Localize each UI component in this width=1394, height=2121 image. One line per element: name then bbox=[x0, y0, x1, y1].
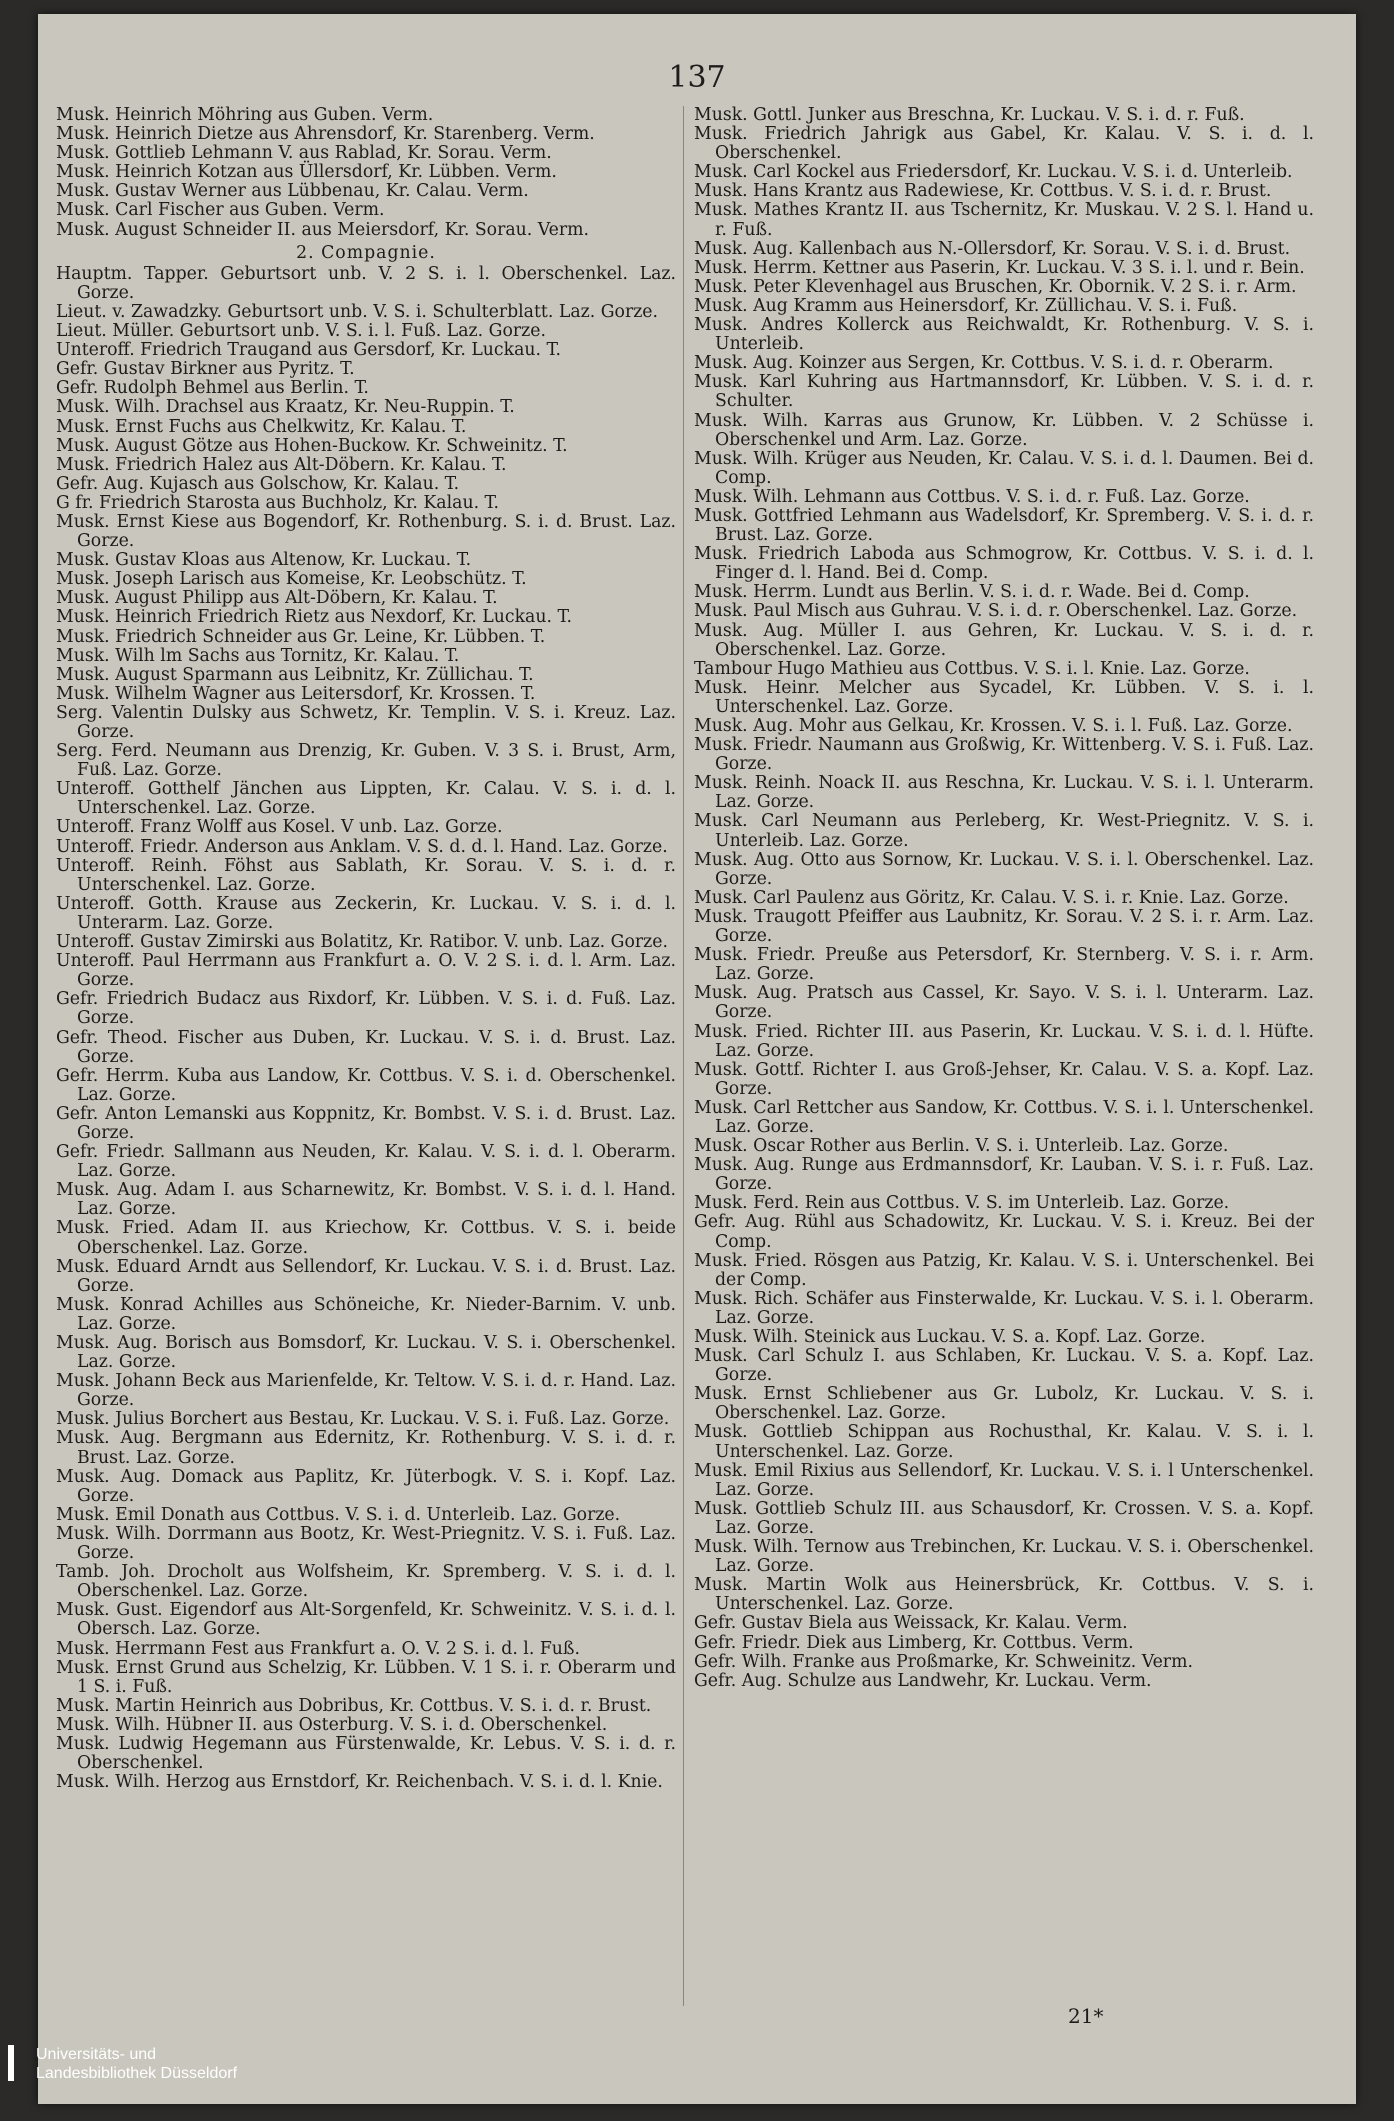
casualty-entry: Musk. Friedr. Preuße aus Petersdorf, Kr. Sternberg. V. S. i. r. Arm. Laz. Gorze. bbox=[694, 945, 1314, 985]
casualty-entry: Musk. August Götze aus Hohen-Buckow. Kr. Schweinitz. T. bbox=[56, 435, 568, 456]
casualty-entry: Musk. Aug. Borisch aus Bomsdorf, Kr. Luckau. V. S. i. Oberschenkel. Laz. Gorze. bbox=[56, 1333, 676, 1373]
casualty-entry: Musk. Gottfried Lehmann aus Wadelsdorf, Kr. Spremberg. V. S. i. d. r. Brust. Laz. Gorze. bbox=[694, 505, 1314, 546]
casualty-entry: Gefr. Friedr. Sallmann aus Neuden, Kr. Kalau. V. S. i. d. l. Oberarm. Laz. Gorze. bbox=[56, 1142, 676, 1182]
casualty-entry: Unteroff. Friedr. Anderson aus Anklam. V. S. d. d. l. Hand. Laz. Gorze. bbox=[56, 836, 668, 857]
casualty-entry: Musk. Fried. Richter III. aus Paserin, Kr. Luckau. V. S. i. d. l. Hüfte. Laz. Gorze. bbox=[694, 1021, 1314, 1061]
casualty-entry: Musk. Wilh. Ternow aus Trebinchen, Kr. Luckau. V. S. i. Oberschenkel. Laz. Gorze. bbox=[694, 1537, 1314, 1577]
book-page bbox=[38, 14, 1356, 2104]
casualty-entry: Unteroff. Gotthelf Jänchen aus Lippten, Kr. Calau. V. S. i. d. l. Unterschenkel. Laz. Gorze. bbox=[56, 779, 676, 819]
casualty-entry: Musk. Wilh. Krüger aus Neuden, Kr. Calau. V. S. i. d. l. Daumen. Bei d. Comp. bbox=[694, 448, 1314, 488]
casualty-entry: Musk. Wilh. Karras aus Grunow, Kr. Lübben. V. 2 Schüsse i. Oberschenkel und Arm. Laz. Gorze. bbox=[694, 410, 1314, 450]
casualty-entry: Musk. Heinrich Möhring aus Guben. Verm. bbox=[56, 105, 434, 125]
casualty-entry: Musk. Friedrich Halez aus Alt-Döbern. Kr. Kalau. T. bbox=[56, 454, 507, 475]
casualty-entry: Musk. Wilh. Steinick aus Luckau. V. S. a. Kopf. Laz. Gorze. bbox=[694, 1327, 1206, 1347]
casualty-entry: Musk. Hans Krantz aus Radewiese, Kr. Cottbus. V. S. i. d. r. Brust. bbox=[694, 181, 1272, 202]
casualty-entry: Musk. Gust. Eigendorf aus Alt-Sorgenfeld, Kr. Schweinitz. V. S. i. d. l. Obersch. Laz. Gorze. bbox=[56, 1600, 676, 1640]
page-number: 137 bbox=[668, 60, 726, 95]
casualty-entry: Unteroff. Gustav Zimirski aus Bolatitz, Kr. Ratibor. V. unb. Laz. Gorze. bbox=[56, 932, 668, 953]
right-column bbox=[694, 106, 1314, 1691]
casualty-entry: Musk. Carl Fischer aus Guben. Verm. bbox=[56, 200, 385, 221]
casualty-entry: Musk. Gustav Werner aus Lübbenau, Kr. Calau. Verm. bbox=[56, 181, 529, 202]
casualty-entry: Musk. Heinr. Melcher aus Sycadel, Kr. Lübben. V. S. i. l. Unterschenkel. Laz. Gorze. bbox=[694, 677, 1314, 717]
casualty-entry: Musk. Joseph Larisch aus Komeise, Kr. Leobschütz. T. bbox=[56, 569, 527, 590]
casualty-entry: Musk. Aug. Domack aus Paplitz, Kr. Jüterbogk. V. S. i. Kopf. Laz. Gorze. bbox=[56, 1466, 676, 1506]
casualty-entry: Musk. Gottlieb Schippan aus Rochusthal, Kr. Kalau. V. S. i. l. Unterschenkel. Laz. Gorze. bbox=[694, 1422, 1314, 1462]
casualty-entry: Musk. Aug Kramm aus Heinersdorf, Kr. Züllichau. V. S. i. Fuß. bbox=[694, 295, 1238, 316]
casualty-entry: Musk. Gottlieb Schulz III. aus Schausdorf, Kr. Crossen. V. S. a. Kopf. Laz. Gorze. bbox=[694, 1498, 1314, 1538]
casualty-entry: Gefr. Rudolph Behmel aus Berlin. T. bbox=[56, 378, 369, 399]
casualty-entry: Unteroff. Reinh. Föhst aus Sablath, Kr. Sorau. V. S. i. d. r. Unterschenkel. Laz. Gorze. bbox=[56, 855, 676, 895]
casualty-entry: Tambour Hugo Mathieu aus Cottbus. V. S. i. l. Knie. Laz. Gorze. bbox=[694, 658, 1250, 679]
casualty-entry: Musk. Peter Klevenhagel aus Bruschen, Kr. Obornik. V. 2 S. i. r. Arm. bbox=[694, 276, 1297, 297]
casualty-entry: Musk. August Philipp aus Alt-Döbern, Kr. Kalau. T. bbox=[56, 588, 498, 609]
casualty-entry: Musk. Ferd. Rein aus Cottbus. V. S. im Unterleib. Laz. Gorze. bbox=[694, 1193, 1230, 1214]
casualty-entry: Musk. Heinrich Kotzan aus Üllersdorf, Kr. Lübben. Verm. bbox=[56, 162, 557, 183]
casualty-entry: Gefr. Friedr. Diek aus Limberg, Kr. Cottbus. Verm. bbox=[694, 1632, 1134, 1653]
column-divider bbox=[683, 106, 684, 2006]
casualty-entry: Lieut. v. Zawadzky. Geburtsort unb. V. S. i. Schulterblatt. Laz. Gorze. bbox=[56, 301, 659, 322]
casualty-entry: Musk. Martin Wolk aus Heinersbrück, Kr. Cottbus. V. S. i. Unterschenkel. Laz. Gorze. bbox=[694, 1575, 1314, 1615]
casualty-entry: Musk. Konrad Achilles aus Schöneiche, Kr. Nieder-Barnim. V. unb. Laz. Gorze. bbox=[56, 1294, 676, 1334]
casualty-entry: Musk. Friedrich Jahrigk aus Gabel, Kr. Kalau. V. S. i. d. l. Oberschenkel. bbox=[694, 124, 1314, 164]
casualty-entry: Musk. Karl Kuhring aus Hartmannsdorf, Kr. Lübben. V. S. i. d. r. Schulter. bbox=[694, 372, 1314, 412]
casualty-entry: Musk. Emil Rixius aus Sellendorf, Kr. Luckau. V. S. i. l Unterschenkel. Laz. Gorze. bbox=[694, 1460, 1314, 1500]
casualty-entry: Gefr. Aug. Kujasch aus Golschow, Kr. Kalau. T. bbox=[56, 473, 460, 494]
casualty-entry: Musk. Rich. Schäfer aus Finsterwalde, Kr. Luckau. V. S. i. l. Oberarm. Laz. Gorze. bbox=[694, 1288, 1314, 1328]
company-heading: 2. Compagnie. bbox=[296, 242, 436, 263]
casualty-entry: Musk. Friedrich Schneider aus Gr. Leine, Kr. Lübben. T. bbox=[56, 626, 546, 647]
casualty-entry: Gefr. Friedrich Budacz aus Rixdorf, Kr. Lübben. V. S. i. d. Fuß. Laz. Gorze. bbox=[56, 989, 676, 1029]
casualty-entry: Musk. Wilh lm Sachs aus Tornitz, Kr. Kalau. T. bbox=[56, 645, 460, 666]
casualty-entry: Musk. Aug. Koinzer aus Sergen, Kr. Cottbus. V. S. i. d. r. Oberarm. bbox=[694, 353, 1274, 374]
casualty-entry: Musk. Gottlieb Lehmann V. aus Rablad, Kr. Sorau. Verm. bbox=[56, 143, 552, 164]
casualty-entry: Musk. Wilh. Herzog aus Ernstdorf, Kr. Reichenbach. V. S. i. d. l. Knie. bbox=[56, 1772, 663, 1793]
casualty-entry: Unteroff. Gotth. Krause aus Zeckerin, Kr. Luckau. V. S. i. d. l. Unterarm. Laz. Gorze. bbox=[56, 893, 676, 933]
casualty-entry: Gefr. Gustav Biela aus Weissack, Kr. Kalau. Verm. bbox=[694, 1613, 1128, 1634]
library-logo-icon bbox=[8, 2045, 36, 2081]
casualty-entry: Serg. Valentin Dulsky aus Schwetz, Kr. Templin. V. S. i. Kreuz. Laz. Gorze. bbox=[56, 702, 676, 742]
casualty-entry: Musk. Wilhelm Wagner aus Leitersdorf, Kr. Krossen. T. bbox=[56, 683, 536, 704]
casualty-entry: Musk. Wilh. Lehmann aus Cottbus. V. S. i. d. r. Fuß. Laz. Gorze. bbox=[694, 486, 1250, 507]
casualty-entry: Musk. Aug. Kallenbach aus N.-Ollersdorf, Kr. Sorau. V. S. i. d. Brust. bbox=[694, 238, 1291, 259]
casualty-entry: Musk. Aug. Otto aus Sornow, Kr. Luckau. V. S. i. l. Oberschenkel. Laz. Gorze. bbox=[694, 849, 1314, 889]
casualty-entry: Gefr. Theod. Fischer aus Duben, Kr. Luckau. V. S. i. d. Brust. Laz. Gorze. bbox=[56, 1027, 676, 1067]
casualty-entry: Tamb. Joh. Drocholt aus Wolfsheim, Kr. Spremberg. V. S. i. d. l. Oberschenkel. Laz. Gorze. bbox=[56, 1562, 676, 1602]
casualty-entry: Musk. Ludwig Hegemann aus Fürstenwalde, Kr. Lebus. V. S. i. d. r. Oberschenkel. bbox=[56, 1733, 676, 1774]
casualty-entry: Musk. Mathes Krantz II. aus Tschernitz, Kr. Muskau. V. 2 S. l. Hand u. r. Fuß. bbox=[694, 200, 1314, 240]
casualty-entry: Musk. Fried. Rösgen aus Patzig, Kr. Kalau. V. S. i. Unterschenkel. Bei der Comp. bbox=[694, 1250, 1314, 1290]
casualty-entry: Musk. Wilh. Dorrmann aus Bootz, Kr. West-Priegnitz. V. S. i. Fuß. Laz. Gorze. bbox=[56, 1523, 676, 1564]
casualty-entry: Gefr. Gustav Birkner aus Pyritz. T. bbox=[56, 359, 355, 380]
casualty-entry: Musk. Martin Heinrich aus Dobribus, Kr. Cottbus. V. S. i. d. r. Brust. bbox=[56, 1695, 652, 1716]
casualty-entry: Musk. Ernst Schliebener aus Gr. Lubolz, Kr. Luckau. V. S. i. Oberschenkel. Laz. Gorze. bbox=[694, 1384, 1314, 1424]
casualty-entry: Musk. Aug. Runge aus Erdmannsdorf, Kr. Lauban. V. S. i. r. Fuß. Laz. Gorze. bbox=[694, 1155, 1314, 1195]
casualty-entry: Unteroff. Friedrich Traugand aus Gersdorf, Kr. Luckau. T. bbox=[56, 340, 561, 361]
casualty-entry: Gefr. Anton Lemanski aus Koppnitz, Kr. Bombst. V. S. i. d. Brust. Laz. Gorze. bbox=[56, 1103, 676, 1143]
casualty-entry: Serg. Ferd. Neumann aus Drenzig, Kr. Guben. V. 3 S. i. Brust, Arm, Fuß. Laz. Gorze. bbox=[56, 741, 676, 781]
casualty-entry: Musk. Carl Paulenz aus Göritz, Kr. Calau. V. S. i. r. Knie. Laz. Gorze. bbox=[694, 887, 1289, 908]
casualty-entry: Musk. Emil Donath aus Cottbus. V. S. i. d. Unterleib. Laz. Gorze. bbox=[56, 1504, 621, 1525]
casualty-entry: Musk. Herrm. Lundt aus Berlin. V. S. i. d. r. Wade. Bei d. Comp. bbox=[694, 582, 1250, 603]
casualty-entry: Musk. Julius Borchert aus Bestau, Kr. Luckau. V. S. i. Fuß. Laz. Gorze. bbox=[56, 1409, 670, 1430]
casualty-entry: Gefr. Herrm. Kuba aus Landow, Kr. Cottbus. V. S. i. d. Oberschenkel. Laz. Gorze. bbox=[56, 1065, 676, 1105]
casualty-entry: Musk. Paul Misch aus Guhrau. V. S. i. d. r. Oberschenkel. Laz. Gorze. bbox=[694, 601, 1298, 622]
left-column bbox=[56, 106, 676, 1792]
casualty-entry: Gefr. Aug. Schulze aus Landwehr, Kr. Luckau. Verm. bbox=[694, 1670, 1152, 1691]
casualty-entry: Musk. Carl Neumann aus Perleberg, Kr. West-Priegnitz. V. S. i. Unterleib. Laz. Gorze. bbox=[694, 811, 1314, 851]
casualty-entry: Musk. Gottl. Junker aus Breschna, Kr. Luckau. V. S. i. d. r. Fuß. bbox=[694, 105, 1245, 125]
casualty-entry: Musk. Aug. Müller I. aus Gehren, Kr. Luckau. V. S. i. d. r. Oberschenkel. Laz. Gorze. bbox=[694, 620, 1314, 660]
casualty-entry: Musk. Gustav Kloas aus Altenow, Kr. Luckau. T. bbox=[56, 550, 472, 571]
casualty-entry: Musk. Herrm. Kettner aus Paserin, Kr. Luckau. V. 3 S. i. l. und r. Bein. bbox=[694, 257, 1305, 278]
casualty-entry: G fr. Friedrich Starosta aus Buchholz, Kr. Kalau. T. bbox=[56, 492, 500, 513]
casualty-entry: Gefr. Wilh. Franke aus Proßmarke, Kr. Schweinitz. Verm. bbox=[694, 1651, 1193, 1672]
casualty-entry: Musk. Ernst Fuchs aus Chelkwitz, Kr. Kalau. T. bbox=[56, 416, 467, 437]
casualty-entry: Musk. Ernst Kiese aus Bogendorf, Kr. Rothenburg. S. i. d. Brust. Laz. Gorze. bbox=[56, 511, 676, 552]
casualty-entry: Musk. Wilh. Drachsel aus Kraatz, Kr. Neu-Ruppin. T. bbox=[56, 397, 515, 418]
casualty-entry: Musk. Herrmann Fest aus Frankfurt a. O. V. 2 S. i. d. l. Fuß. bbox=[56, 1638, 580, 1659]
casualty-entry: Musk. Fried. Adam II. aus Kriechow, Kr. Cottbus. V. S. i. beide Oberschenkel. Laz. Gorze. bbox=[56, 1218, 676, 1258]
casualty-entry: Musk. Aug. Pratsch aus Cassel, Kr. Sayo. V. S. i. l. Unterarm. Laz. Gorze. bbox=[694, 983, 1314, 1023]
casualty-entry: Lieut. Müller. Geburtsort unb. V. S. i. l. Fuß. Laz. Gorze. bbox=[56, 321, 546, 342]
casualty-entry: Musk. Reinh. Noack II. aus Reschna, Kr. Luckau. V. S. i. l. Unterarm. Laz. Gorze. bbox=[694, 773, 1314, 813]
casualty-entry: Musk. Friedrich Laboda aus Schmogrow, Kr. Cottbus. V. S. i. d. l. Finger d. l. Hand. Bei d. Comp. bbox=[694, 544, 1314, 584]
casualty-entry: Musk. Traugott Pfeiffer aus Laubnitz, Kr. Sorau. V. 2 S. i. r. Arm. Laz. Gorze. bbox=[694, 906, 1314, 947]
casualty-entry: Musk. Wilh. Hübner II. aus Osterburg. V. S. i. d. Oberschenkel. bbox=[56, 1714, 608, 1735]
casualty-entry: Musk. Friedr. Naumann aus Großwig, Kr. Wittenberg. V. S. i. Fuß. Laz. Gorze. bbox=[694, 735, 1314, 775]
casualty-entry: Musk. Carl Rettcher aus Sandow, Kr. Cottbus. V. S. i. l. Unterschenkel. Laz. Gorze. bbox=[694, 1097, 1314, 1137]
casualty-entry: Musk. Oscar Rother aus Berlin. V. S. i. Unterleib. Laz. Gorze. bbox=[694, 1136, 1229, 1157]
library-name-line2: Landesbibliothek Düsseldorf bbox=[36, 2065, 238, 2082]
library-name-line1: Universitäts- und bbox=[36, 2046, 157, 2063]
casualty-entry: Musk. Johann Beck aus Marienfelde, Kr. Teltow. V. S. i. d. r. Hand. Laz. Gorze. bbox=[56, 1371, 676, 1411]
sheet-signature: 21* bbox=[1068, 2004, 1104, 2028]
casualty-entry: Musk. Carl Kockel aus Friedersdorf, Kr. Luckau. V. S. i. d. Unterleib. bbox=[694, 162, 1293, 183]
casualty-entry: Musk. Andres Kollerck aus Reichwaldt, Kr. Rothenburg. V. S. i. Unterleib. bbox=[694, 315, 1314, 355]
library-watermark bbox=[0, 2035, 238, 2115]
casualty-entry: Musk. Eduard Arndt aus Sellendorf, Kr. Luckau. V. S. i. d. Brust. Laz. Gorze. bbox=[56, 1256, 676, 1296]
casualty-entry: Musk. Aug. Bergmann aus Edernitz, Kr. Rothenburg. V. S. i. d. r. Brust. Laz. Gorze. bbox=[56, 1428, 676, 1468]
casualty-entry: Unteroff. Paul Herrmann aus Frankfurt a. O. V. 2 S. i. d. l. Arm. Laz. Gorze. bbox=[56, 951, 676, 991]
casualty-entry: Musk. Gottf. Richter I. aus Groß-Jehser, Kr. Calau. V. S. a. Kopf. Laz. Gorze. bbox=[694, 1059, 1314, 1099]
casualty-entry: Musk. Carl Schulz I. aus Schlaben, Kr. Luckau. V. S. a. Kopf. Laz. Gorze. bbox=[694, 1346, 1314, 1386]
casualty-entry: Musk. Aug. Adam I. aus Scharnewitz, Kr. Bombst. V. S. i. d. l. Hand. Laz. Gorze. bbox=[56, 1180, 676, 1220]
casualty-entry: Musk. August Schneider II. aus Meiersdorf, Kr. Sorau. Verm. bbox=[56, 219, 590, 240]
casualty-entry: Musk. Ernst Grund aus Schelzig, Kr. Lübben. V. 1 S. i. r. Oberarm und 1 S. i. Fuß. bbox=[56, 1657, 676, 1697]
casualty-entry: Musk. August Sparmann aus Leibnitz, Kr. Züllichau. T. bbox=[56, 664, 534, 685]
casualty-entry: Gefr. Aug. Rühl aus Schadowitz, Kr. Luckau. V. S. i. Kreuz. Bei der Comp. bbox=[694, 1212, 1314, 1252]
casualty-entry: Musk. Heinrich Friedrich Rietz aus Nexdorf, Kr. Luckau. T. bbox=[56, 607, 572, 628]
casualty-entry: Musk. Aug. Mohr aus Gelkau, Kr. Krossen. V. S. i. l. Fuß. Laz. Gorze. bbox=[694, 716, 1293, 736]
casualty-entry: Hauptm. Tapper. Geburtsort unb. V. 2 S. i. l. Oberschenkel. Laz. Gorze. bbox=[56, 263, 676, 303]
casualty-entry: Musk. Heinrich Dietze aus Ahrensdorf, Kr. Starenberg. Verm. bbox=[56, 124, 595, 145]
library-name bbox=[36, 2045, 237, 2083]
casualty-entry: Unteroff. Franz Wolff aus Kosel. V unb. Laz. Gorze. bbox=[56, 817, 503, 838]
